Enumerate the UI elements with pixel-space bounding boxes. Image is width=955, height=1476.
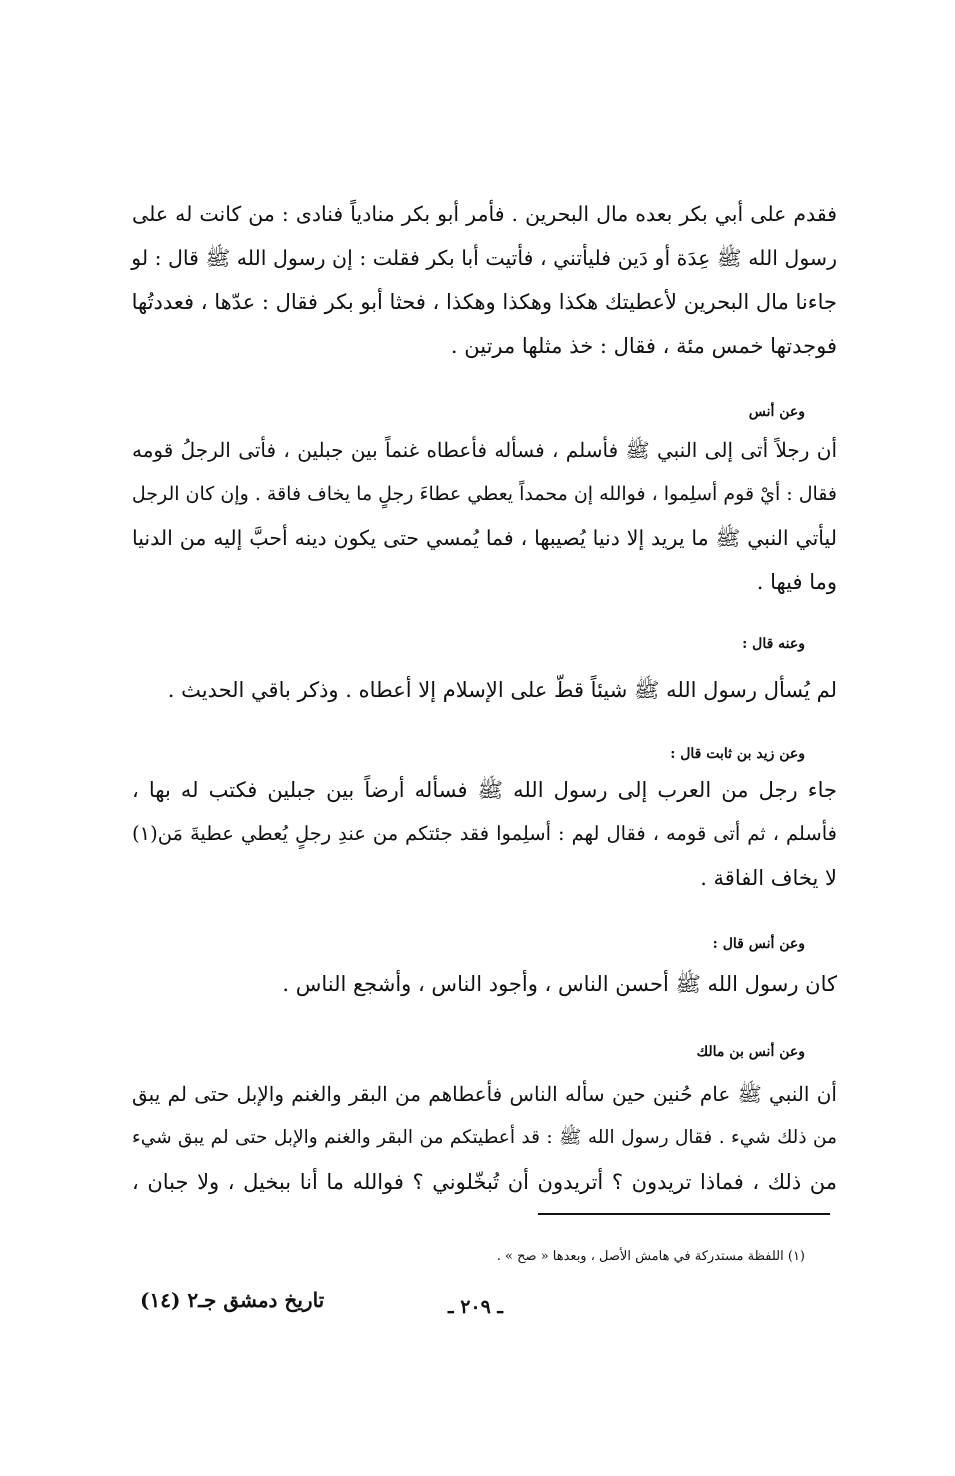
paragraph-4 bbox=[132, 768, 837, 900]
text-line: فقدم على أبي بكر بعده مال البحرين . فأمر أبو بكر منادياً فنادى : من كانت له على bbox=[132, 202, 837, 226]
paragraph-3 bbox=[132, 668, 837, 712]
book-reference: تاريخ دمشق جـ٢ (١٤) bbox=[140, 1288, 325, 1312]
text-line: أن النبي ﷺ عام حُنين حين سأله الناس فأعطاهم من البقر والغنم والإبل حتى لم يبق bbox=[132, 1082, 837, 1106]
section-heading: وعن أنس bbox=[748, 404, 805, 420]
text-line: رسول الله ﷺ عِدَة أو دَين فليأتني ، فأتيت أبا بكر فقلت : إن رسول الله ﷺ قال : لو bbox=[131, 246, 837, 270]
text-line: فوجدتها خمس مئة ، فقال : خذ مثلها مرتين . bbox=[450, 334, 837, 358]
section-heading: وعنه قال : bbox=[742, 636, 805, 652]
text-line: من ذلك ، فماذا تريدون ؟ أتريدون أن تُبخّلوني ؟ فوالله ما أنا ببخيل ، ولا جبان ، bbox=[132, 1170, 837, 1194]
text-line: وما فيها . bbox=[756, 570, 837, 594]
paragraph-6 bbox=[132, 1072, 837, 1204]
page-number: ـ ٢٠٩ ـ bbox=[448, 1296, 503, 1318]
text-line: جاءنا مال البحرين لأعطيتك هكذا وهكذا وهكذا ، فحثا أبو بكر فقال : عدّها ، فعددتُها bbox=[131, 290, 837, 314]
text-line: كان رسول الله ﷺ أحسن الناس ، وأجود الناس ، وأشجع الناس . bbox=[282, 972, 837, 996]
paragraph-2 bbox=[132, 428, 837, 604]
text-line: لا يخاف الفاقة . bbox=[700, 866, 837, 890]
paragraph-1 bbox=[132, 192, 837, 368]
text-line: من ذلك شيء . فقال رسول الله ﷺ : قد أعطيتكم من البقر والغنم والإبل حتى لم يبق شيء bbox=[132, 1127, 837, 1148]
text-line: ليأتي النبي ﷺ ما يريد إلا دنيا يُصيبها ، فما يُمسي حتى يكون دينه أحبَّ إليه من الدنيا bbox=[132, 526, 837, 550]
paragraph-5 bbox=[132, 962, 837, 1006]
footnote-divider bbox=[538, 1213, 830, 1215]
section-heading: وعن أنس قال : bbox=[712, 936, 805, 952]
section-heading: وعن زيد بن ثابت قال : bbox=[670, 746, 805, 762]
section-heading: وعن أنس بن مالك bbox=[696, 1044, 805, 1060]
text-line: أن رجلاً أتى إلى النبي ﷺ فأسلم ، فسأله فأعطاه غنماً بين جبلين ، فأتى الرجلُ قومه bbox=[132, 438, 837, 462]
text-line: فأسلم ، ثم أتى قومه ، فقال لهم : أسلِموا فقد جئتكم من عندِ رجلٍ يُعطي عطيةَ مَن(١) bbox=[132, 822, 837, 845]
footnote: (١) اللفظة مستدركة في هامش الأصل ، وبعدها « صح » . bbox=[496, 1249, 805, 1264]
text-line: فقال : أيْ قوم أسلِموا ، فوالله إن محمداً يعطي عطاءَ رجلٍ ما يخاف فاقة . وإن كان الرجل bbox=[131, 483, 837, 505]
text-line: جاء رجل من العرب إلى رسول الله ﷺ فسأله أرضاً بين جبلين فكتب له بها ، bbox=[132, 778, 837, 802]
text-line: لم يُسأل رسول الله ﷺ شيئاً قطّ على الإسلام إلا أعطاه . وذكر باقي الحديث . bbox=[167, 678, 837, 702]
